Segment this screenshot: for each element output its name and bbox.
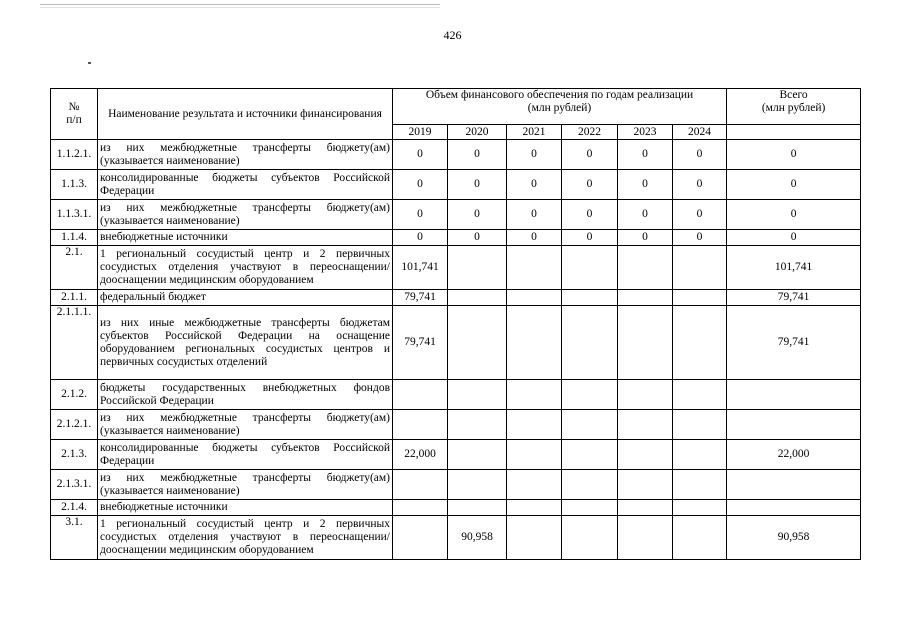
value-2021 xyxy=(507,380,562,410)
value-2024 xyxy=(673,306,727,380)
value-2020: 0 xyxy=(448,170,507,200)
value-2023: 0 xyxy=(618,200,673,230)
row-name: из них межбюджетные трансферты бюджету(ам) (указывается наименование) xyxy=(98,470,393,500)
table-row xyxy=(51,440,861,470)
value-2020 xyxy=(448,470,507,500)
header-year-2022: 2022 xyxy=(562,125,618,140)
row-name: из них межбюджетные трансферты бюджету(ам) (указывается наименование) xyxy=(98,140,393,170)
value-2021 xyxy=(507,410,562,440)
header-year-2023: 2023 xyxy=(618,125,673,140)
value-2021 xyxy=(507,246,562,290)
value-2021: 0 xyxy=(507,140,562,170)
table-row xyxy=(51,410,861,440)
value-2022: 0 xyxy=(562,230,618,246)
value-2021 xyxy=(507,516,562,560)
row-name: консолидированные бюджеты субъектов Российской Федерации xyxy=(98,170,393,200)
row-number: 1.1.2.1. xyxy=(51,140,98,170)
value-2021 xyxy=(507,290,562,306)
row-number: 2.1.1.1. xyxy=(51,306,98,380)
financing-table xyxy=(50,88,861,560)
value-2022 xyxy=(562,470,618,500)
row-total: 0 xyxy=(727,140,861,170)
value-2022: 0 xyxy=(562,140,618,170)
value-2023 xyxy=(618,500,673,516)
value-2019: 79,741 xyxy=(393,306,448,380)
row-total xyxy=(727,470,861,500)
table-row xyxy=(51,140,861,170)
row-total: 0 xyxy=(727,170,861,200)
value-2022 xyxy=(562,500,618,516)
value-2024: 0 xyxy=(673,170,727,200)
value-2020 xyxy=(448,246,507,290)
value-2023 xyxy=(618,470,673,500)
value-2023: 0 xyxy=(618,230,673,246)
row-name: внебюджетные источники xyxy=(98,500,393,516)
value-2022 xyxy=(562,410,618,440)
value-2021: 0 xyxy=(507,230,562,246)
row-number: 2.1.4. xyxy=(51,500,98,516)
row-total: 0 xyxy=(727,230,861,246)
value-2019: 79,741 xyxy=(393,290,448,306)
value-2019: 0 xyxy=(393,170,448,200)
row-name: федеральный бюджет xyxy=(98,290,393,306)
value-2024 xyxy=(673,516,727,560)
value-2020: 90,958 xyxy=(448,516,507,560)
row-total: 90,958 xyxy=(727,516,861,560)
table-row xyxy=(51,500,861,516)
value-2020 xyxy=(448,410,507,440)
row-total: 79,741 xyxy=(727,290,861,306)
table-row xyxy=(51,306,861,380)
header-year-2021: 2021 xyxy=(507,125,562,140)
table-row xyxy=(51,290,861,306)
value-2022 xyxy=(562,380,618,410)
value-2019 xyxy=(393,516,448,560)
value-2020 xyxy=(448,306,507,380)
row-number: 2.1.2.1. xyxy=(51,410,98,440)
value-2022 xyxy=(562,306,618,380)
value-2022 xyxy=(562,516,618,560)
value-2019 xyxy=(393,470,448,500)
value-2019 xyxy=(393,410,448,440)
value-2023 xyxy=(618,410,673,440)
header-year-2020: 2020 xyxy=(448,125,507,140)
value-2024 xyxy=(673,380,727,410)
row-number: 1.1.3.1. xyxy=(51,200,98,230)
table-row xyxy=(51,246,861,290)
header-years-group xyxy=(393,89,727,125)
row-total: 0 xyxy=(727,200,861,230)
value-2023 xyxy=(618,440,673,470)
row-total: 22,000 xyxy=(727,440,861,470)
value-2023: 0 xyxy=(618,140,673,170)
value-2021 xyxy=(507,440,562,470)
row-number: 2.1.1. xyxy=(51,290,98,306)
value-2024: 0 xyxy=(673,200,727,230)
value-2019: 0 xyxy=(393,140,448,170)
header-total-text: Всего (млн рублей) xyxy=(761,89,826,114)
table-row xyxy=(51,230,861,246)
row-name: 1 региональный сосудистый центр и 2 первичных сосудистых отделения участвуют в переоснащении/дооснащении медицинским оборудованием xyxy=(98,246,393,290)
value-2020: 0 xyxy=(448,140,507,170)
row-number: 2.1. xyxy=(51,246,98,290)
row-total xyxy=(727,380,861,410)
table-row xyxy=(51,470,861,500)
row-name: из них межбюджетные трансферты бюджету(ам) (указывается наименование) xyxy=(98,200,393,230)
row-name: 1 региональный сосудистый центр и 2 первичных сосудистых отделения участвуют в переоснащении/дооснащении медицинским оборудованием xyxy=(98,516,393,560)
table-row xyxy=(51,380,861,410)
row-name: бюджеты государственных внебюджетных фондов Российской Федерации xyxy=(98,380,393,410)
value-2021 xyxy=(507,500,562,516)
header-year-2024: 2024 xyxy=(673,125,727,140)
value-2021: 0 xyxy=(507,170,562,200)
scan-top-line xyxy=(40,4,440,5)
value-2024 xyxy=(673,500,727,516)
value-2022 xyxy=(562,290,618,306)
value-2020: 0 xyxy=(448,230,507,246)
value-2024 xyxy=(673,246,727,290)
row-total: 79,741 xyxy=(727,306,861,380)
row-number: 1.1.4. xyxy=(51,230,98,246)
value-2021 xyxy=(507,306,562,380)
row-name: из них иные межбюджетные трансферты бюджетам субъектов Российской Федерации на оснащение оборудованием региональных сосудистых центров и первичных сосудистых отделений xyxy=(98,306,393,380)
value-2019 xyxy=(393,500,448,516)
header-row-number-text: № п/п xyxy=(66,101,82,126)
value-2023 xyxy=(618,306,673,380)
value-2020 xyxy=(448,440,507,470)
value-2023 xyxy=(618,516,673,560)
value-2021 xyxy=(507,470,562,500)
row-number: 2.1.2. xyxy=(51,380,98,410)
value-2024: 0 xyxy=(673,230,727,246)
scan-speck xyxy=(88,62,91,64)
row-name: из них межбюджетные трансферты бюджету(ам) (указывается наименование) xyxy=(98,410,393,440)
value-2019: 0 xyxy=(393,200,448,230)
value-2023 xyxy=(618,380,673,410)
header-year-2019: 2019 xyxy=(393,125,448,140)
table-row xyxy=(51,516,861,560)
row-total xyxy=(727,500,861,516)
row-number: 3.1. xyxy=(51,516,98,560)
page-number: 426 xyxy=(443,28,462,42)
row-total: 101,741 xyxy=(727,246,861,290)
value-2022 xyxy=(562,440,618,470)
row-name: внебюджетные источники xyxy=(98,230,393,246)
value-2020 xyxy=(448,500,507,516)
row-number: 1.1.3. xyxy=(51,170,98,200)
value-2024 xyxy=(673,440,727,470)
header-row-number xyxy=(51,89,98,140)
value-2019: 101,741 xyxy=(393,246,448,290)
value-2020 xyxy=(448,290,507,306)
row-total xyxy=(727,410,861,440)
value-2019: 22,000 xyxy=(393,440,448,470)
value-2024: 0 xyxy=(673,140,727,170)
value-2024 xyxy=(673,470,727,500)
value-2022: 0 xyxy=(562,170,618,200)
value-2022: 0 xyxy=(562,200,618,230)
value-2023: 0 xyxy=(618,170,673,200)
header-name-text: Наименование результата и источники финансирования xyxy=(108,107,382,120)
row-name: консолидированные бюджеты субъектов Российской Федерации xyxy=(98,440,393,470)
value-2022 xyxy=(562,246,618,290)
table-row xyxy=(51,200,861,230)
scan-top-line-faint xyxy=(40,7,440,8)
header-name xyxy=(98,89,393,140)
value-2020: 0 xyxy=(448,200,507,230)
value-2023 xyxy=(618,290,673,306)
row-number: 2.1.3.1. xyxy=(51,470,98,500)
header-total-subcell xyxy=(727,125,861,140)
header-total xyxy=(727,89,861,125)
value-2024 xyxy=(673,290,727,306)
value-2019 xyxy=(393,380,448,410)
value-2020 xyxy=(448,380,507,410)
table-row xyxy=(51,170,861,200)
header-years-group-text: Объем финансового обеспечения по годам реализации (млн рублей) xyxy=(425,89,694,114)
row-number: 2.1.3. xyxy=(51,440,98,470)
value-2024 xyxy=(673,410,727,440)
value-2021: 0 xyxy=(507,200,562,230)
value-2019: 0 xyxy=(393,230,448,246)
value-2023 xyxy=(618,246,673,290)
